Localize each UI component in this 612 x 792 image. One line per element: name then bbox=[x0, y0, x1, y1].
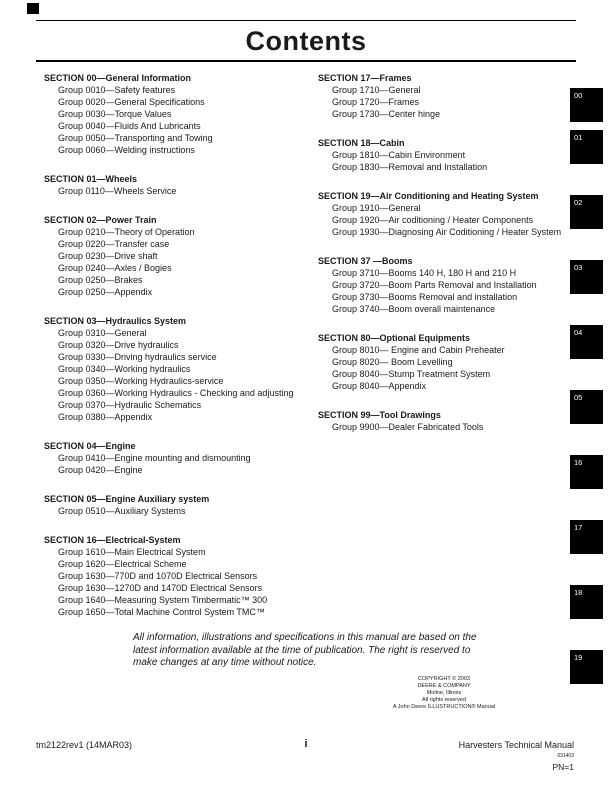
section-title: SECTION 16—Electrical-System bbox=[44, 535, 181, 545]
toc-section bbox=[318, 137, 570, 173]
toc-section bbox=[44, 173, 294, 197]
group-entry: Group 0220—Transfer case bbox=[58, 239, 170, 249]
group-entry: Group 1830—Removal and Installation bbox=[332, 162, 488, 172]
title-rule-top bbox=[36, 20, 576, 21]
footer-page-number: i bbox=[304, 738, 308, 750]
toc-section bbox=[318, 190, 570, 238]
section-title: SECTION 37 —Booms bbox=[318, 256, 413, 266]
section-title: SECTION 99—Tool Drawings bbox=[318, 410, 441, 420]
section-title: SECTION 17—Frames bbox=[318, 73, 412, 83]
toc-section bbox=[44, 493, 294, 517]
section-edge-tab: 18 bbox=[570, 585, 603, 619]
group-entry: Group 9900—Dealer Fabricated Tools bbox=[332, 422, 484, 432]
group-entry: Group 0350—Working Hydraulics-service bbox=[58, 376, 224, 386]
footer-pn: PN=1 bbox=[552, 762, 574, 772]
group-entry: Group 0360—Working Hydraulics - Checking and adjusting bbox=[58, 388, 294, 398]
section-title: SECTION 00—General Information bbox=[44, 73, 192, 83]
group-entry: Group 0410—Engine mounting and dismounting bbox=[58, 453, 251, 463]
group-entry: Group 1640—Measuring System Timbermatic™ 300 bbox=[58, 595, 268, 605]
group-entry: Group 1810—Cabin Environment bbox=[332, 150, 466, 160]
group-entry: Group 1720—Frames bbox=[332, 97, 420, 107]
copyright-line: COPYRIGHT © 2003 bbox=[418, 676, 470, 682]
group-entry: Group 0110—Wheels Service bbox=[58, 186, 177, 196]
group-entry: Group 0250—Brakes bbox=[58, 275, 143, 285]
group-entry: Group 0380—Appendix bbox=[58, 412, 153, 422]
group-entry: Group 0510—Auxiliary Systems bbox=[58, 506, 186, 516]
section-title: SECTION 01—Wheels bbox=[44, 174, 138, 184]
section-edge-tab: 05 bbox=[570, 390, 603, 424]
toc-section bbox=[44, 72, 294, 156]
section-title: SECTION 04—Engine bbox=[44, 441, 136, 451]
copyright-line: All rights reserved bbox=[421, 697, 467, 703]
group-entry: Group 0240—Axles / Bogies bbox=[58, 263, 172, 273]
group-entry: Group 3740—Boom overall maintenance bbox=[332, 304, 496, 314]
group-entry: Group 8020— Boom Levelling bbox=[332, 357, 453, 367]
publication-notice: All information, illustrations and specifications in this manual are based on the latest information available at the time of publication. The right is reserved to make changes at any time without notice. bbox=[133, 632, 477, 668]
group-entry: Group 3730—Booms Removal and installation bbox=[332, 292, 518, 302]
group-entry: Group 0210—Theory of Operation bbox=[58, 227, 195, 237]
footer-manual-title: Harvesters Technical Manual bbox=[458, 740, 574, 750]
section-edge-tab: 00 bbox=[570, 88, 603, 122]
section-title: SECTION 05—Engine Auxiliary system bbox=[44, 494, 210, 504]
section-title: SECTION 02—Power Train bbox=[44, 215, 157, 225]
footer-print-code: 031403 bbox=[557, 753, 574, 759]
section-title: SECTION 19—Air Conditioning and Heating System bbox=[318, 191, 539, 201]
toc-section bbox=[44, 214, 294, 298]
section-title: SECTION 18—Cabin bbox=[318, 138, 405, 148]
group-entry: Group 8040—Stump Treatment System bbox=[332, 369, 491, 379]
title-rule-bottom bbox=[36, 60, 576, 62]
group-entry: Group 1710—General bbox=[332, 85, 421, 95]
group-entry: Group 8010— Engine and Cabin Preheater bbox=[332, 345, 505, 355]
toc-section bbox=[318, 255, 570, 315]
group-entry: Group 0330—Driving hydraulics service bbox=[58, 352, 217, 362]
group-entry: Group 0250—Appendix bbox=[58, 287, 153, 297]
group-entry: Group 1910—General bbox=[332, 203, 421, 213]
group-entry: Group 0020—General Specifications bbox=[58, 97, 205, 107]
group-entry: Group 0370—Hydraulic Schematics bbox=[58, 400, 202, 410]
toc-section bbox=[318, 409, 570, 433]
copyright-line: Moline, Illinois bbox=[426, 690, 462, 696]
group-entry: Group 0040—Fluids And Lubricants bbox=[58, 121, 201, 131]
page-title: Contents bbox=[245, 26, 367, 56]
group-entry: Group 8040—Appendix bbox=[332, 381, 427, 391]
group-entry: Group 1930—Diagnosing Air Coditioning / Heater System bbox=[332, 227, 562, 237]
toc-section bbox=[318, 72, 570, 120]
section-edge-tab: 03 bbox=[570, 260, 603, 294]
group-entry: Group 0310—General bbox=[58, 328, 147, 338]
group-entry: Group 0420—Engine bbox=[58, 465, 143, 475]
group-entry: Group 1630—770D and 1070D Electrical Sensors bbox=[58, 571, 258, 581]
group-entry: Group 1920—Air coditioning / Heater Components bbox=[332, 215, 534, 225]
section-edge-tab: 16 bbox=[570, 455, 603, 489]
group-entry: Group 0050—Transporting and Towing bbox=[58, 133, 213, 143]
section-edge-tab: 02 bbox=[570, 195, 603, 229]
group-entry: Group 0030—Torque Values bbox=[58, 109, 172, 119]
group-entry: Group 0010—Safety features bbox=[58, 85, 176, 95]
group-entry: Group 3710—Booms 140 H, 180 H and 210 H bbox=[332, 268, 517, 278]
copyright-line: DEERE & COMPANY bbox=[417, 683, 471, 689]
footer-doc-id: tm2122rev1 (14MAR03) bbox=[36, 740, 133, 750]
group-entry: Group 1620—Electrical Scheme bbox=[58, 559, 187, 569]
group-entry: Group 0060—Welding instructions bbox=[58, 145, 195, 155]
toc-right-column bbox=[318, 72, 570, 450]
group-entry: Group 0340—Working hydraulics bbox=[58, 364, 191, 374]
section-title: SECTION 80—Optional Equipments bbox=[318, 333, 471, 343]
toc-section bbox=[44, 440, 294, 476]
section-title: SECTION 03—Hydraulics System bbox=[44, 316, 187, 326]
group-entry: Group 3720—Boom Parts Removal and Installation bbox=[332, 280, 537, 290]
copyright-line: A John Deere ILLUSTRUCTION® Manual bbox=[392, 704, 496, 710]
section-tab-strip bbox=[570, 0, 603, 792]
group-entry: Group 1650—Total Machine Control System TMC™ bbox=[58, 607, 265, 617]
registration-mark bbox=[27, 3, 39, 14]
section-edge-tab: 17 bbox=[570, 520, 603, 554]
group-entry: Group 1630—1270D and 1470D Electrical Sensors bbox=[58, 583, 263, 593]
group-entry: Group 1730—Center hinge bbox=[332, 109, 441, 119]
copyright-block bbox=[380, 676, 508, 711]
group-entry: Group 1610—Main Electrical System bbox=[58, 547, 206, 557]
section-edge-tab: 19 bbox=[570, 650, 603, 684]
group-entry: Group 0320—Drive hydraulics bbox=[58, 340, 179, 350]
section-edge-tab: 04 bbox=[570, 325, 603, 359]
section-edge-tab: 01 bbox=[570, 130, 603, 164]
toc-left-column bbox=[44, 72, 294, 635]
toc-section bbox=[318, 332, 570, 392]
toc-section bbox=[44, 534, 294, 618]
toc-section bbox=[44, 315, 294, 423]
group-entry: Group 0230—Drive shaft bbox=[58, 251, 158, 261]
